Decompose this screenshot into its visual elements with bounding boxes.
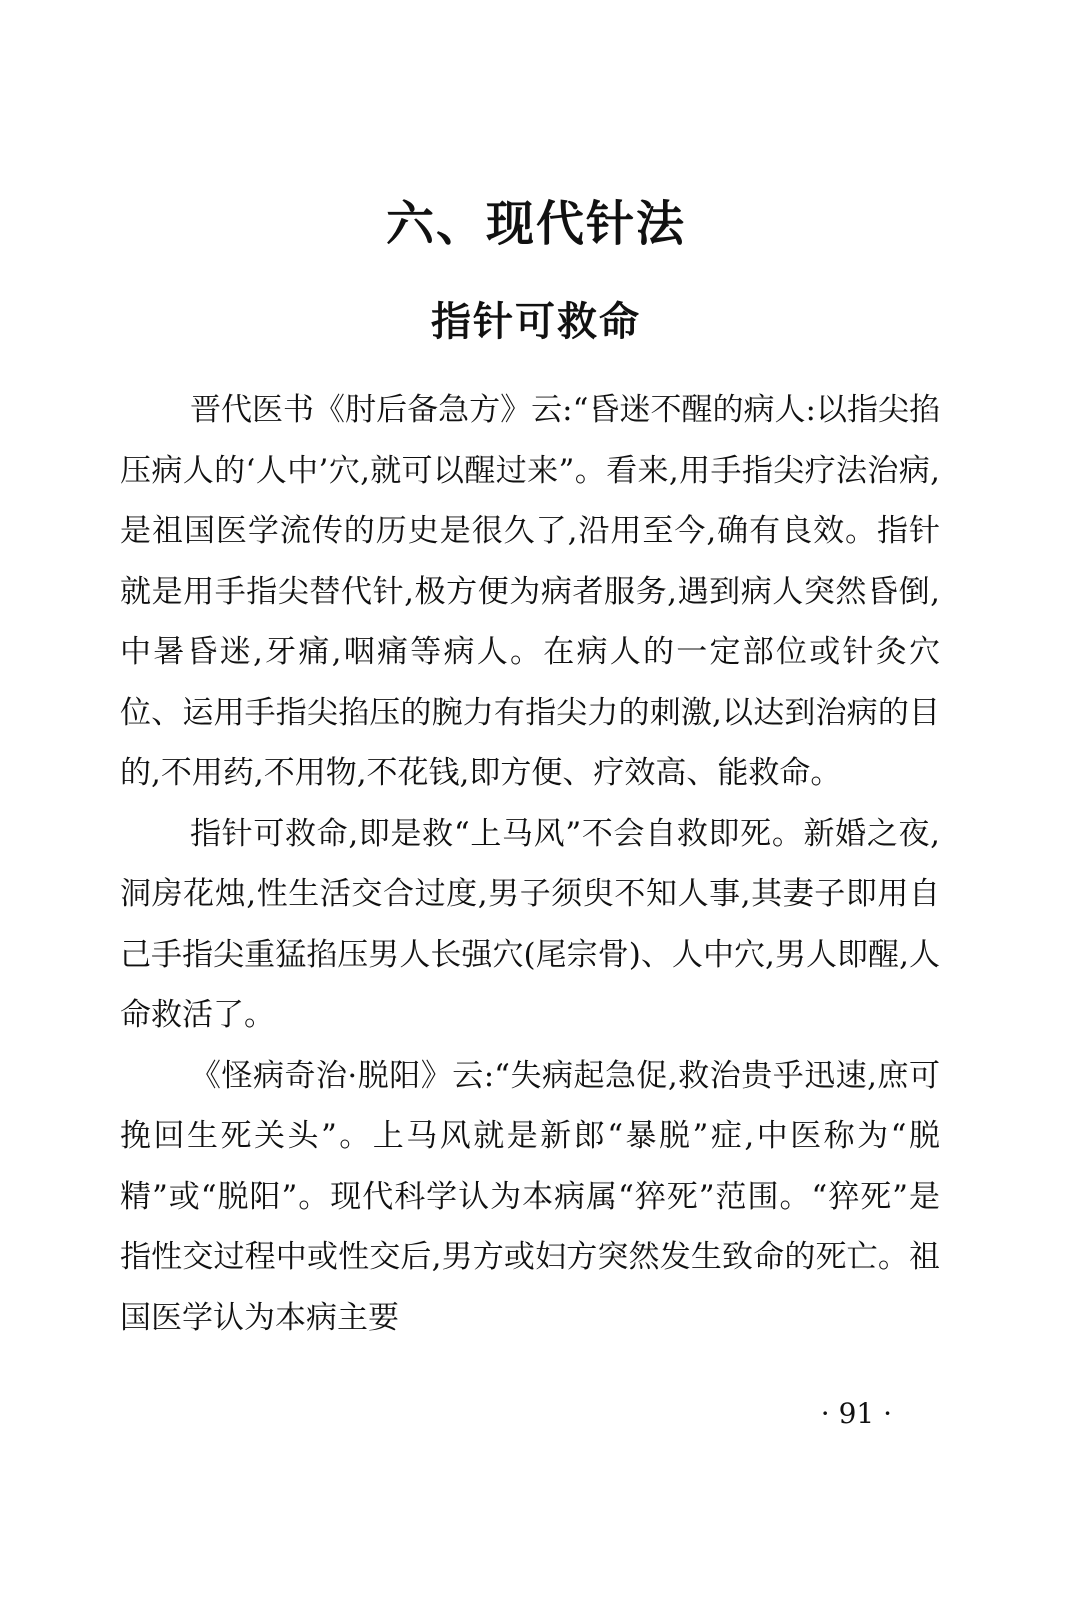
page-number: · 91 ·	[820, 1397, 892, 1430]
paragraph-1: 晋代医书《肘后备急方》云:“昏迷不醒的病人:以指尖掐压病人的‘人中’穴,就可以醒过来”。看来,用手指尖疗法治病,是祖国医学流传的历史是很久了,沿用至今,确有良效。指针就是用手指尖替代针,极方便为病者服务,遇到病人突然昏倒,中暑昏迷,牙痛,咽痛等病人。在病人的一定部位或针灸穴位、运用手指尖掐压的腕力有指尖力的刺激,以达到治病的目的,不用药,不用物,不花钱,即方便、疗效高、能救命。	[120, 392, 940, 791]
paragraph-3: 《怪病奇治·脱阳》云:“失病起急促,救治贵乎迅速,庶可挽回生死关头”。上马风就是新郎“暴脱”症,中医称为“脱精”或“脱阳”。现代科学认为本病属“猝死”范围。“猝死”是指性交过程中或性交后,男方或妇方突然发生致命的死亡。祖国医学认为本病主要	[120, 1057, 940, 1336]
chapter-title: 六、现代针法	[385, 196, 686, 252]
paragraph-2: 指针可救命,即是救“上马风”不会自救即死。新婚之夜,洞房花烛,性生活交合过度,男子须臾不知人事,其妻子即用自己手指尖重猛掐压男人长强穴(尾宗骨)、人中穴,男人即醒,人命救活了。	[120, 815, 940, 1033]
section-title: 指针可救命	[431, 299, 641, 345]
body-text	[120, 380, 940, 1348]
